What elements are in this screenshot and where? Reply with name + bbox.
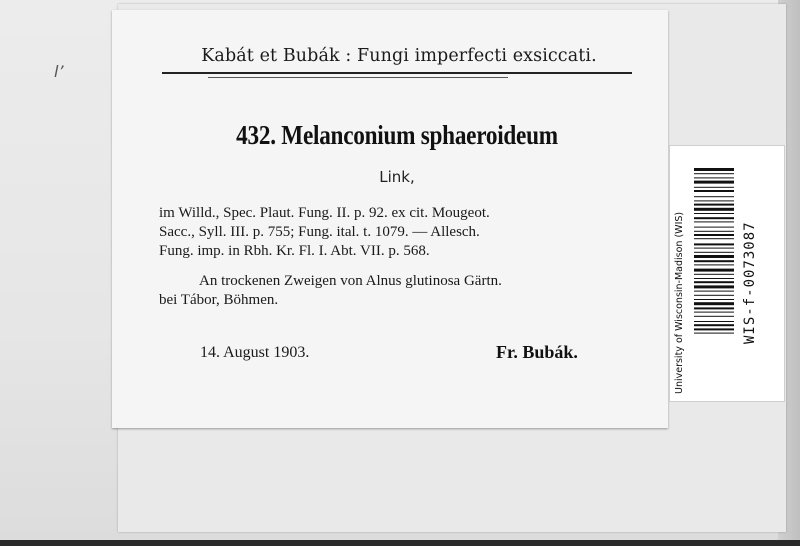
references — [159, 204, 639, 261]
habitat — [159, 272, 639, 310]
habitat-line: An trockenen Zweigen von Alnus glutinosa Gärtn. — [199, 273, 502, 289]
reference-line: Sacc., Syll. III. p. 755; Fung. ital. t. 1079. — Allesch. — [159, 224, 480, 240]
reference-line: Fung. imp. in Rbh. Kr. Fl. I. Abt. VII. p. 568. — [159, 243, 430, 259]
barcode-id-text: WIS-f-0073087 — [742, 221, 758, 344]
label-header: Kabát et Bubák : Fungi imperfecti exsiccati. — [201, 46, 597, 66]
pencil-mark: l’ — [54, 62, 64, 81]
bottom-edge — [0, 540, 800, 546]
collector-name: Fr. Bubák. — [496, 342, 578, 362]
barcode-id — [738, 154, 766, 394]
reference-line: im Willd., Spec. Plaut. Fung. II. p. 92. ex cit. Mougeot. — [159, 205, 490, 221]
header-rule-thin — [208, 77, 508, 78]
collection-date: 14. August 1903. — [200, 344, 310, 361]
habitat-line: bei Tábor, Böhmen. — [159, 292, 279, 308]
specimen-label — [112, 10, 668, 428]
barcode-label — [669, 145, 785, 402]
species-name: 432. Melanconium sphaeroideum — [236, 120, 558, 150]
barcode-institution — [674, 154, 694, 394]
barcode-institution-text: University of Wisconsin-Madison (WIS) — [674, 211, 685, 394]
header-rule — [162, 72, 632, 74]
species-author: Link, — [379, 168, 415, 186]
barcode-icon — [694, 168, 734, 376]
